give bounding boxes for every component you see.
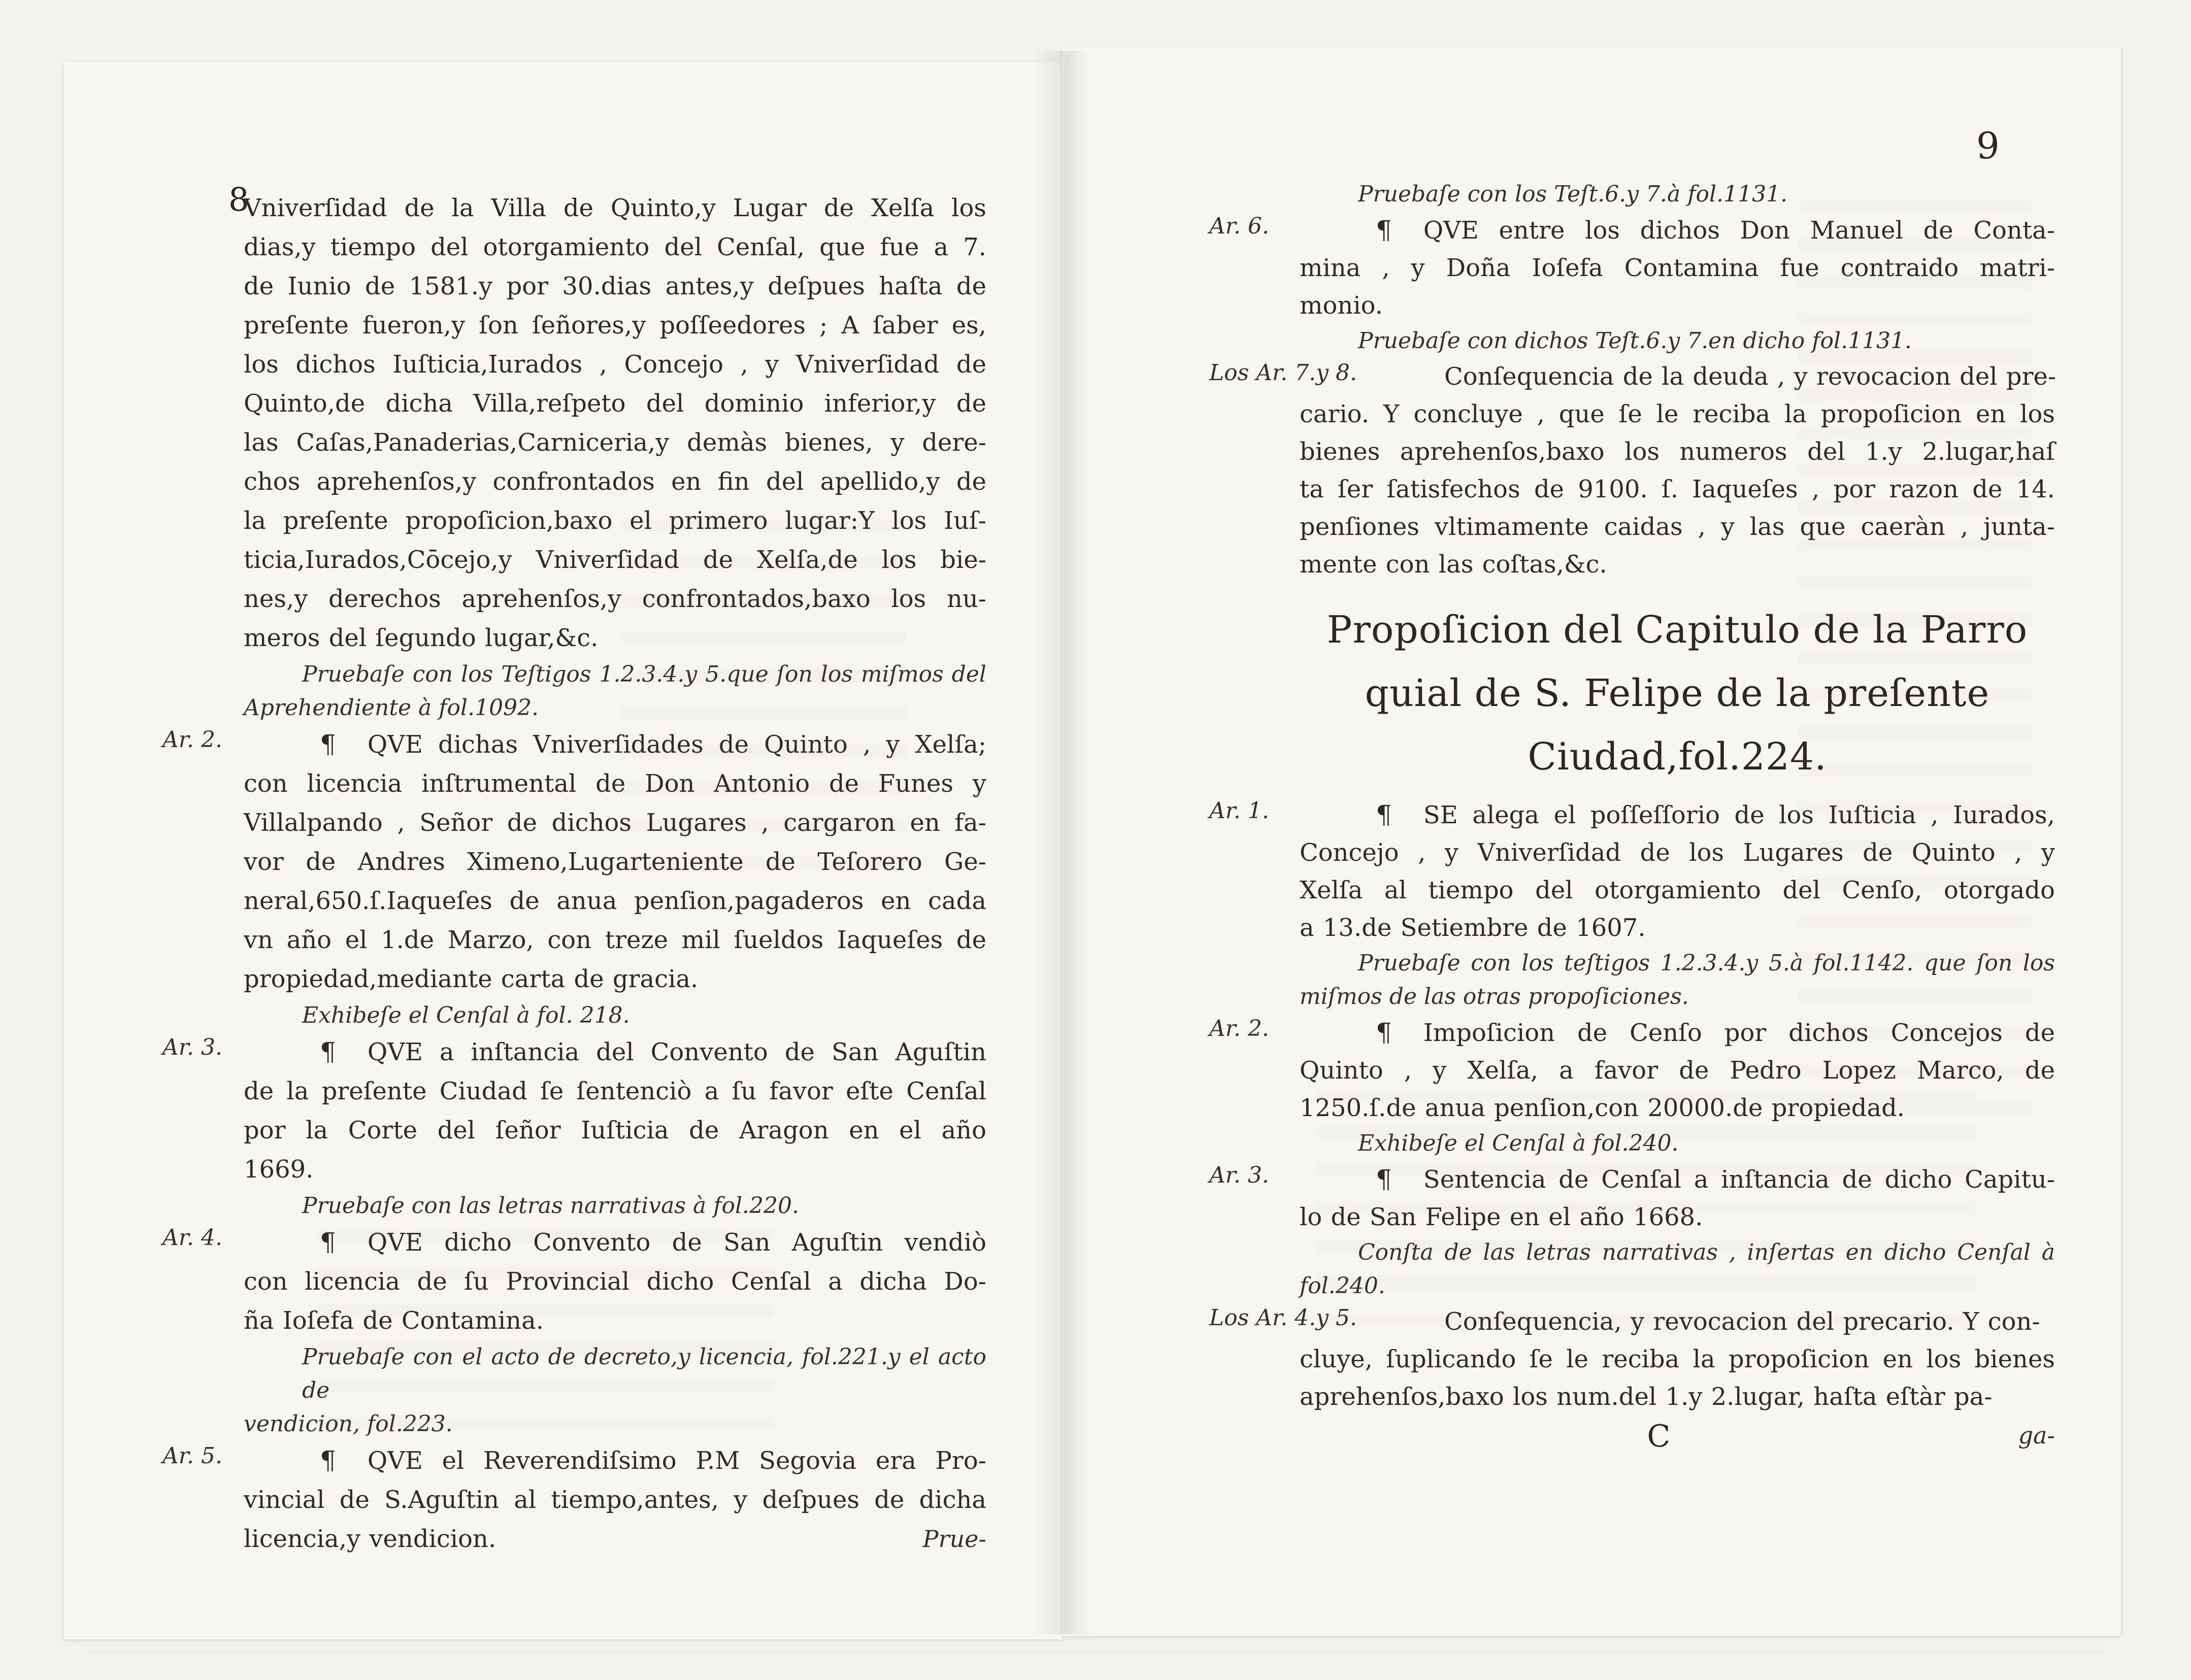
text-line: bienes aprehenſos,baxo los numeros del 1.y 2.lugar,haſ [1300,438,2055,466]
pilcrow-mark: ¶ [320,729,336,759]
leaf-edges-bottom [81,1638,2107,1659]
article-margin-label: Los Ar. 7.y 8. [1209,360,1357,386]
text-line: miſmos de las otras propoſiciones. [1300,984,1689,1010]
text-line: Concejo , y Vniverſidad de los Lugares de Quinto , y [1300,838,2055,867]
text-line: vincial de S.Aguſtin al tiempo,antes, y deſpues de dicha [244,1486,986,1514]
caption-block [1300,1127,2055,1160]
left-page [63,62,1063,1639]
text-line: Conſta de las letras narrativas , inſertas en dicho Cenſal à [1358,1239,2055,1265]
body-block [162,1441,986,1559]
caption-block [244,999,986,1032]
text-line: Pruebaſe con los teſtigos 1.2.3.4.y 5.à fol.1142. que ſon los [1358,950,2055,976]
caption-block [1300,1236,2055,1303]
text-line: con licencia inſtrumental de Don Antonio de Funes y [244,769,986,798]
text-line: Propoſicion del Capitulo de la Parro [1326,608,2028,652]
text-line: Conſequencia de la deuda , y revocacion del pre- [1444,362,2056,391]
text-line: ¶ QVE dicho Convento de San Aguſtin vendiò [244,1223,986,1262]
catchword: ga- [2018,1422,2055,1449]
text-line: fol.240. [1300,1273,1385,1299]
text-line: propiedad,mediante carta de gracia. [244,965,699,993]
pilcrow-mark: ¶ [320,1037,336,1066]
body-block [1209,211,2055,324]
text-line: vor de Andres Ximeno,Lugarteniente de Teſorero Ge- [244,848,986,876]
body-block [244,189,986,658]
pilcrow-mark: ¶ [1376,1018,1392,1047]
text-line: las Caſas,Panaderias,Carniceria,y demàs bienes, y dere- [244,428,986,457]
text-line: ¶ Sentencia de Cenſal a inſtancia de dicho Capitu- [1300,1160,2055,1198]
text-line: ¶ QVE a inſtancia del Convento de San Aguſtin [244,1032,986,1072]
heading-block [1300,598,2055,789]
article-margin-label: Ar. 2. [162,727,222,753]
pilcrow-mark: ¶ [320,1227,336,1257]
text-line: mente con las coſtas,&c. [1300,550,1607,579]
article-margin-label: Ar. 3. [1209,1162,1269,1188]
caption-block [244,1189,986,1223]
text-line: neral,650.ſ.Iaqueſes de anua penſion,pagaderos en cada [244,887,986,915]
text-line: ticia,Iurados,Cōcejo,y Vniverſidad de Xelſa,de los bie- [244,546,986,574]
text-line: a 13.de Setiembre de 1607. [1300,914,1646,942]
pilcrow-mark: ¶ [1376,800,1392,829]
body-block [162,1223,986,1340]
text-line: nes,y derechos aprehenſos,y confrontados,baxo los nu- [244,585,986,613]
signature-line [1300,1419,2055,1459]
text-line: los dichos Iuſticia,Iurados , Concejo , y Vniverſidad de [244,350,986,379]
text-line: Villalpando , Señor de dichos Lugares , cargaron en fa- [244,809,986,837]
left-page-number: 8 [228,181,250,219]
text-line: preſente fueron,y ſon ſeñores,y poſſeedores ; A ſaber es, [244,311,986,340]
caption-block [244,658,986,725]
text-line: Pruebaſe con los Teſtigos 1.2.3.4.y 5.que ſon los miſmos del [302,661,986,687]
text-line: ¶ QVE entre los dichos Don Manuel de Conta- [1300,211,2055,249]
text-line: Conſequencia, y revocacion del precario. Y con- [1444,1307,2040,1336]
article-margin-label: Ar. 2. [1209,1016,1269,1041]
text-line: Ciudad,fol.224. [1528,735,1827,779]
text-line: licencia,y vendicion. Prue- [244,1520,986,1559]
pilcrow-mark: ¶ [1376,1164,1392,1194]
caption-block [1300,947,2055,1014]
right-page [1063,48,2121,1636]
text-line: Quinto,de dicha Villa,reſpeto del dominio inferior,y de [244,389,986,418]
text-line: Exhibeſe el Cenſal à fol. 218. [302,1002,630,1028]
article-margin-label: Los Ar. 4.y 5. [1209,1305,1357,1331]
text-line: Pruebaſe con dichos Teſt.6.y 7.en dicho fol.1131. [1358,328,1912,354]
text-line: Vniverſidad de la Villa de Quinto,y Lugar de Xelſa los [244,194,986,222]
text-line: ta ſer ſatisfechos de 9100. ſ. Iaqueſes , por razon de 14. [1300,475,2055,503]
text-line: Pruebaſe con los Teſt.6.y 7.à fol.1131. [1358,181,1788,207]
text-line: ¶ Impoſicion de Cenſo por dichos Concejos de [1300,1014,2055,1052]
text-line: la preſente propoſicion,baxo el primero lugar:Y los Iuſ- [244,507,986,535]
catchword: Prue- [922,1525,986,1553]
caption-block [244,1340,986,1441]
body-block [1209,1160,2055,1236]
text-line: ña Ioſefa de Contamina. [244,1306,544,1335]
text-line: por la Corte del ſeñor Iuſticia de Aragon en el año [244,1116,986,1145]
text-line: monio. [1300,291,1383,320]
text-line: chos aprehenſos,y confrontados en fin del apellido,y de [244,467,986,496]
article-margin-label: Ar. 4. [162,1225,222,1251]
article-margin-label: Ar. 6. [1209,213,1269,239]
text-line: vendicion, fol.223. [244,1411,453,1437]
pilcrow-mark: ¶ [320,1446,336,1475]
text-line: ¶ SE alega el poſſeſſorio de los Iuſticia , Iurados, [1300,796,2055,834]
body-block [1209,796,2055,947]
text-line: Exhibeſe el Cenſal à fol.240. [1358,1130,1679,1156]
text-line: con licencia de ſu Provincial dicho Cenſal a dicha Do- [244,1267,986,1296]
text-line: penſiones vltimamente caidas , y las que caeràn , junta- [1300,513,2055,541]
text-line: cluye, ſuplicando ſe le reciba la propoſicion en los bienes [1300,1345,2055,1373]
text-line: aprehenſos,baxo los num.del 1.y 2.lugar, haſta eſtàr pa- [1300,1383,1993,1411]
text-line: meros del ſegundo lugar,&c. [244,624,599,652]
text-line: Aprehendiente à fol.1092. [244,695,539,721]
text-line: de la preſente Ciudad ſe ſentenciò a ſu favor eſte Cenſal [244,1077,986,1105]
text-line: 1669. [244,1155,314,1184]
text-line: lo de San Felipe en el año 1668. [1300,1203,1703,1231]
right-page-text [1209,178,2056,1459]
text-line: de Iunio de 1581.y por 30.dias antes,y deſpues haſta de [244,272,986,300]
pilcrow-mark: ¶ [1376,215,1392,245]
text-line: cario. Y concluye , que ſe le reciba la propoſicion en los [1300,400,2055,428]
article-margin-label: Ar. 3. [162,1034,222,1060]
text-line: ¶ QVE dichas Vniverſidades de Quinto , y Xelſa; [244,725,986,764]
body-block [162,1032,986,1189]
body-block [1209,1014,2055,1127]
text-line: Pruebaſe con el acto de decreto,y licencia, fol.221.y el acto de [302,1344,986,1403]
text-line: Quinto , y Xelſa, a favor de Pedro Lopez Marco, de [1300,1056,2055,1085]
left-page-text [162,189,986,1559]
text-line: ¶ QVE el Reverendiſsimo P.M Segovia era Pro- [244,1441,986,1481]
text-line: mina , y Doña Ioſefa Contamina fue contraido matri- [1300,254,2055,282]
text-line: vn año el 1.de Marzo, con treze mil ſueldos Iaqueſes de [244,926,986,954]
caption-block [1300,324,2055,358]
article-margin-label: Ar. 1. [1209,798,1269,824]
body-block [162,725,986,999]
body-block [1209,358,2056,583]
text-line: quial de S. Felipe de la preſente [1365,671,1990,715]
right-page-number: 9 [1976,124,2001,167]
text-line: dias,y tiempo del otorgamiento del Cenſal, que fue a 7. [244,233,986,261]
text-line: 1250.ſ.de anua penſion,con 20000.de propiedad. [1300,1094,1905,1122]
text-line: Pruebaſe con las letras narrativas à fol.220. [302,1193,799,1219]
article-margin-label: Ar. 5. [162,1443,222,1469]
body-block [1209,1303,2055,1416]
signature-mark: C [1647,1419,1671,1454]
text-line: Xelſa al tiempo del otorgamiento del Cenſo, otorgado [1300,876,2055,904]
caption-block [1300,178,2055,211]
